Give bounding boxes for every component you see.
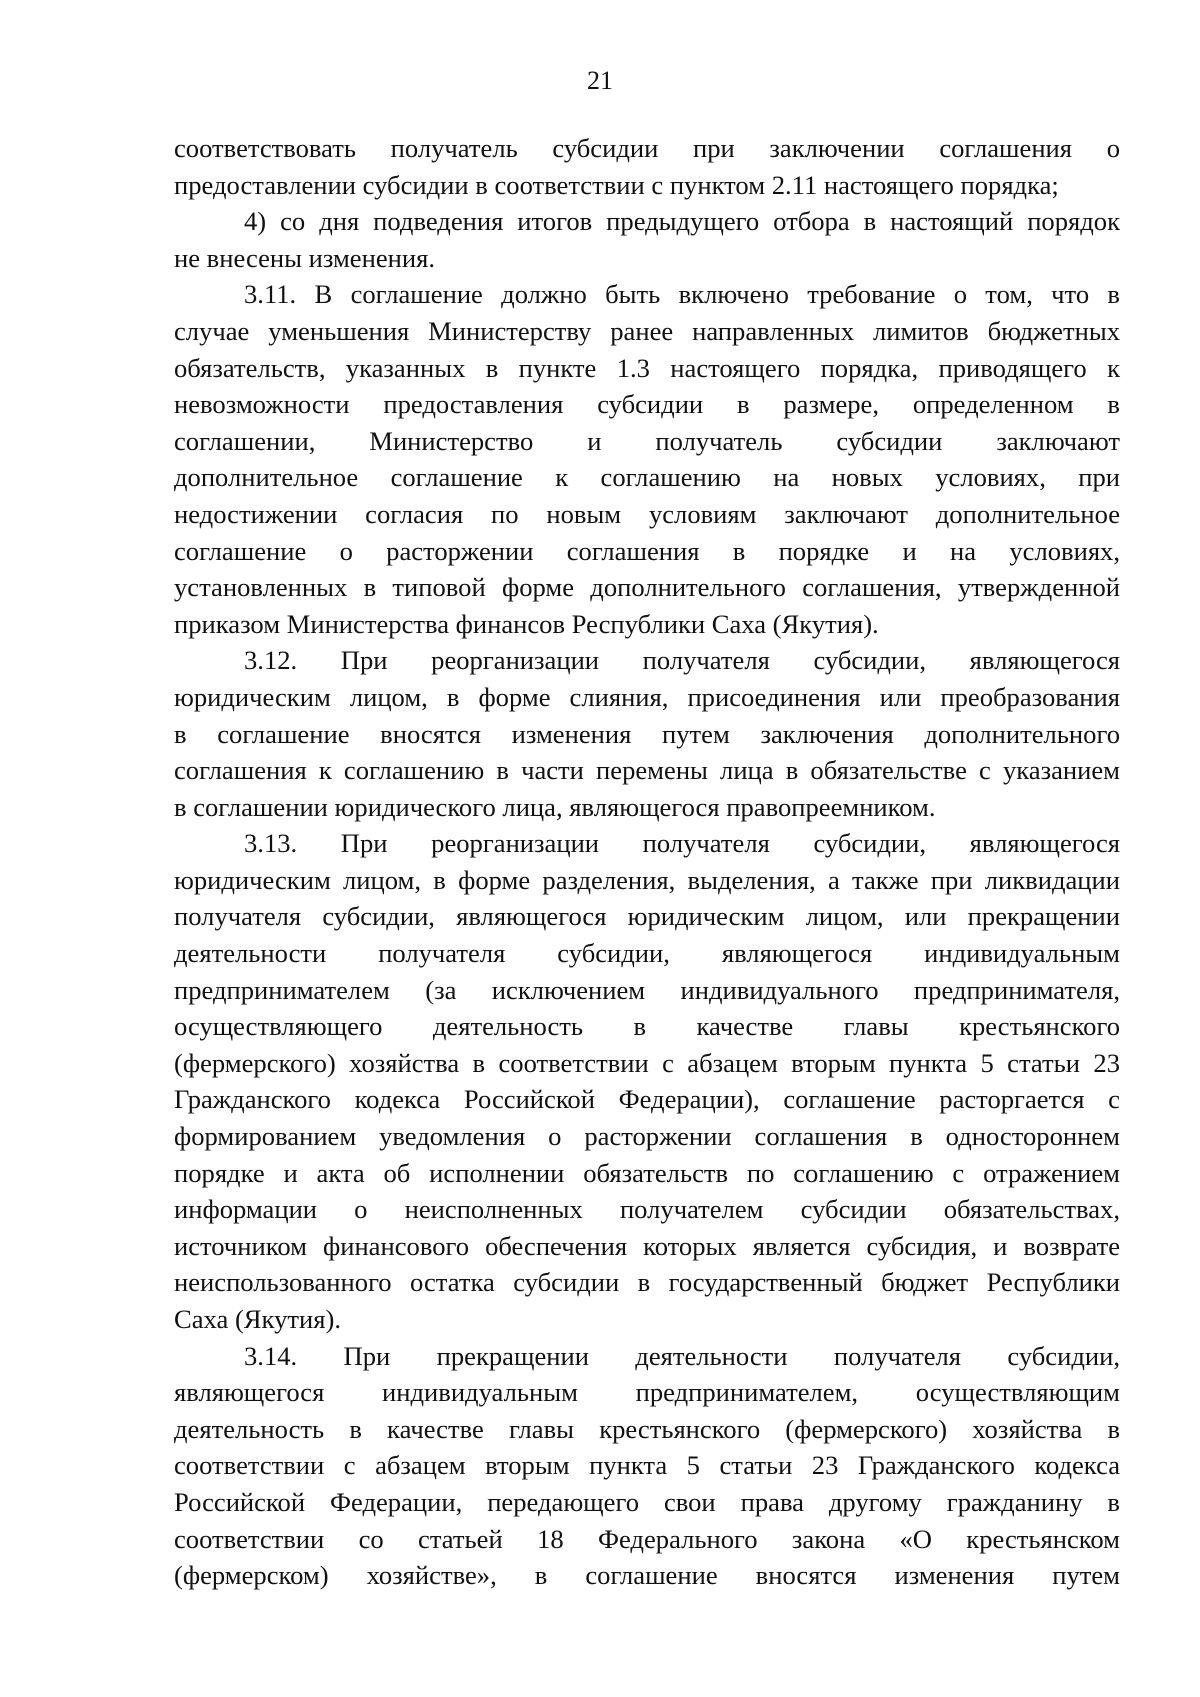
text-line: неиспользованного остатка субсидии в государственный бюджет Республики bbox=[174, 1267, 1120, 1298]
text-line: (фермерском) хозяйстве», в соглашение вносятся изменения путем bbox=[174, 1560, 1120, 1591]
text-line: обязательств, указанных в пункте 1.3 настоящего порядка, приводящего к bbox=[174, 352, 1120, 383]
text-line: юридическим лицом, в форме слияния, присоединения или преобразования bbox=[174, 681, 1120, 712]
text-line: Саха (Якутия). bbox=[174, 1304, 341, 1334]
text-line: случае уменьшения Министерству ранее направленных лимитов бюджетных bbox=[174, 315, 1120, 346]
paragraph-p4 bbox=[174, 825, 1120, 1337]
text-line: дополнительное соглашение к соглашению на новых условиях, при bbox=[174, 462, 1120, 493]
text-line: (фермерского) хозяйства в соответствии с абзацем вторым пункта 5 статьи 23 bbox=[174, 1047, 1120, 1078]
paragraph-p2 bbox=[174, 276, 1120, 642]
text-line: источником финансового обеспечения которых является субсидия, и возврате bbox=[174, 1230, 1120, 1261]
paragraph-p0 bbox=[174, 130, 1120, 203]
text-line: соответствовать получатель субсидии при заключении соглашения о bbox=[174, 133, 1120, 163]
text-line: являющегося индивидуальным предпринимателем, осуществляющим bbox=[174, 1377, 1120, 1408]
text-line: предпринимателем (за исключением индивидуального предпринимателя, bbox=[174, 974, 1120, 1005]
text-line: не внесены изменения. bbox=[174, 242, 435, 273]
text-line: деятельности получателя субсидии, являющегося индивидуальным bbox=[174, 938, 1120, 969]
text-line: формированием уведомления о расторжении соглашения в одностороннем bbox=[174, 1121, 1120, 1152]
text-line: Российской Федерации, передающего свои права другому гражданину в bbox=[174, 1486, 1120, 1517]
text-line: недостижении согласия по новым условиям заключают дополнительное bbox=[174, 498, 1120, 529]
text-line: 3.12. При реорганизации получателя субсидии, являющегося bbox=[244, 645, 1120, 676]
text-line: соглашении, Министерство и получатель субсидии заключают bbox=[174, 425, 1120, 456]
text-line: установленных в типовой форме дополнительного соглашения, утвержденной bbox=[174, 572, 1120, 603]
text-line: предоставлении субсидии в соответствии с пунктом 2.11 настоящего порядка; bbox=[174, 169, 1059, 200]
text-line: соглашения к соглашению в части перемены лица в обязательстве с указанием bbox=[174, 755, 1120, 786]
text-line: информации о неисполненных получателем субсидии обязательствах, bbox=[174, 1194, 1120, 1225]
text-line: в соглашение вносятся изменения путем заключения дополнительного bbox=[174, 718, 1120, 749]
text-line: приказом Министерства финансов Республики Саха (Якутия). bbox=[174, 608, 879, 639]
text-line: Гражданского кодекса Российской Федерации), соглашение расторгается с bbox=[174, 1084, 1120, 1115]
text-line: деятельность в качестве главы крестьянского (фермерского) хозяйства в bbox=[174, 1413, 1120, 1444]
text-line: соответствии со статьей 18 Федерального закона «О крестьянском bbox=[174, 1523, 1120, 1554]
text-line: осуществляющего деятельность в качестве главы крестьянского bbox=[174, 1011, 1120, 1042]
text-line: получателя субсидии, являющегося юридическим лицом, или прекращении bbox=[174, 901, 1120, 932]
text-line: 3.13. При реорганизации получателя субсидии, являющегося bbox=[244, 828, 1120, 859]
text-line: юридическим лицом, в форме разделения, выделения, а также при ликвидации bbox=[174, 864, 1120, 895]
page-number: 21 bbox=[587, 66, 613, 95]
text-line: соглашение о расторжении соглашения в порядке и на условиях, bbox=[174, 535, 1120, 566]
text-line: порядке и акта об исполнении обязательств по соглашению с отражением bbox=[174, 1157, 1120, 1188]
paragraph-p5 bbox=[174, 1338, 1120, 1594]
text-line: в соглашении юридического лица, являющегося правопреемником. bbox=[174, 791, 936, 822]
paragraph-p1 bbox=[174, 203, 1120, 276]
paragraph-p3 bbox=[174, 642, 1120, 825]
text-line: соответствии с абзацем вторым пункта 5 статьи 23 Гражданского кодекса bbox=[174, 1450, 1120, 1481]
text-line: 3.14. При прекращении деятельности получателя субсидии, bbox=[244, 1340, 1120, 1371]
text-line: 4) со дня подведения итогов предыдущего отбора в настоящий порядок bbox=[244, 206, 1120, 237]
text-line: невозможности предоставления субсидии в размере, определенном в bbox=[174, 389, 1120, 420]
document-body bbox=[174, 130, 1120, 1594]
text-line: 3.11. В соглашение должно быть включено требование о том, что в bbox=[244, 279, 1120, 310]
